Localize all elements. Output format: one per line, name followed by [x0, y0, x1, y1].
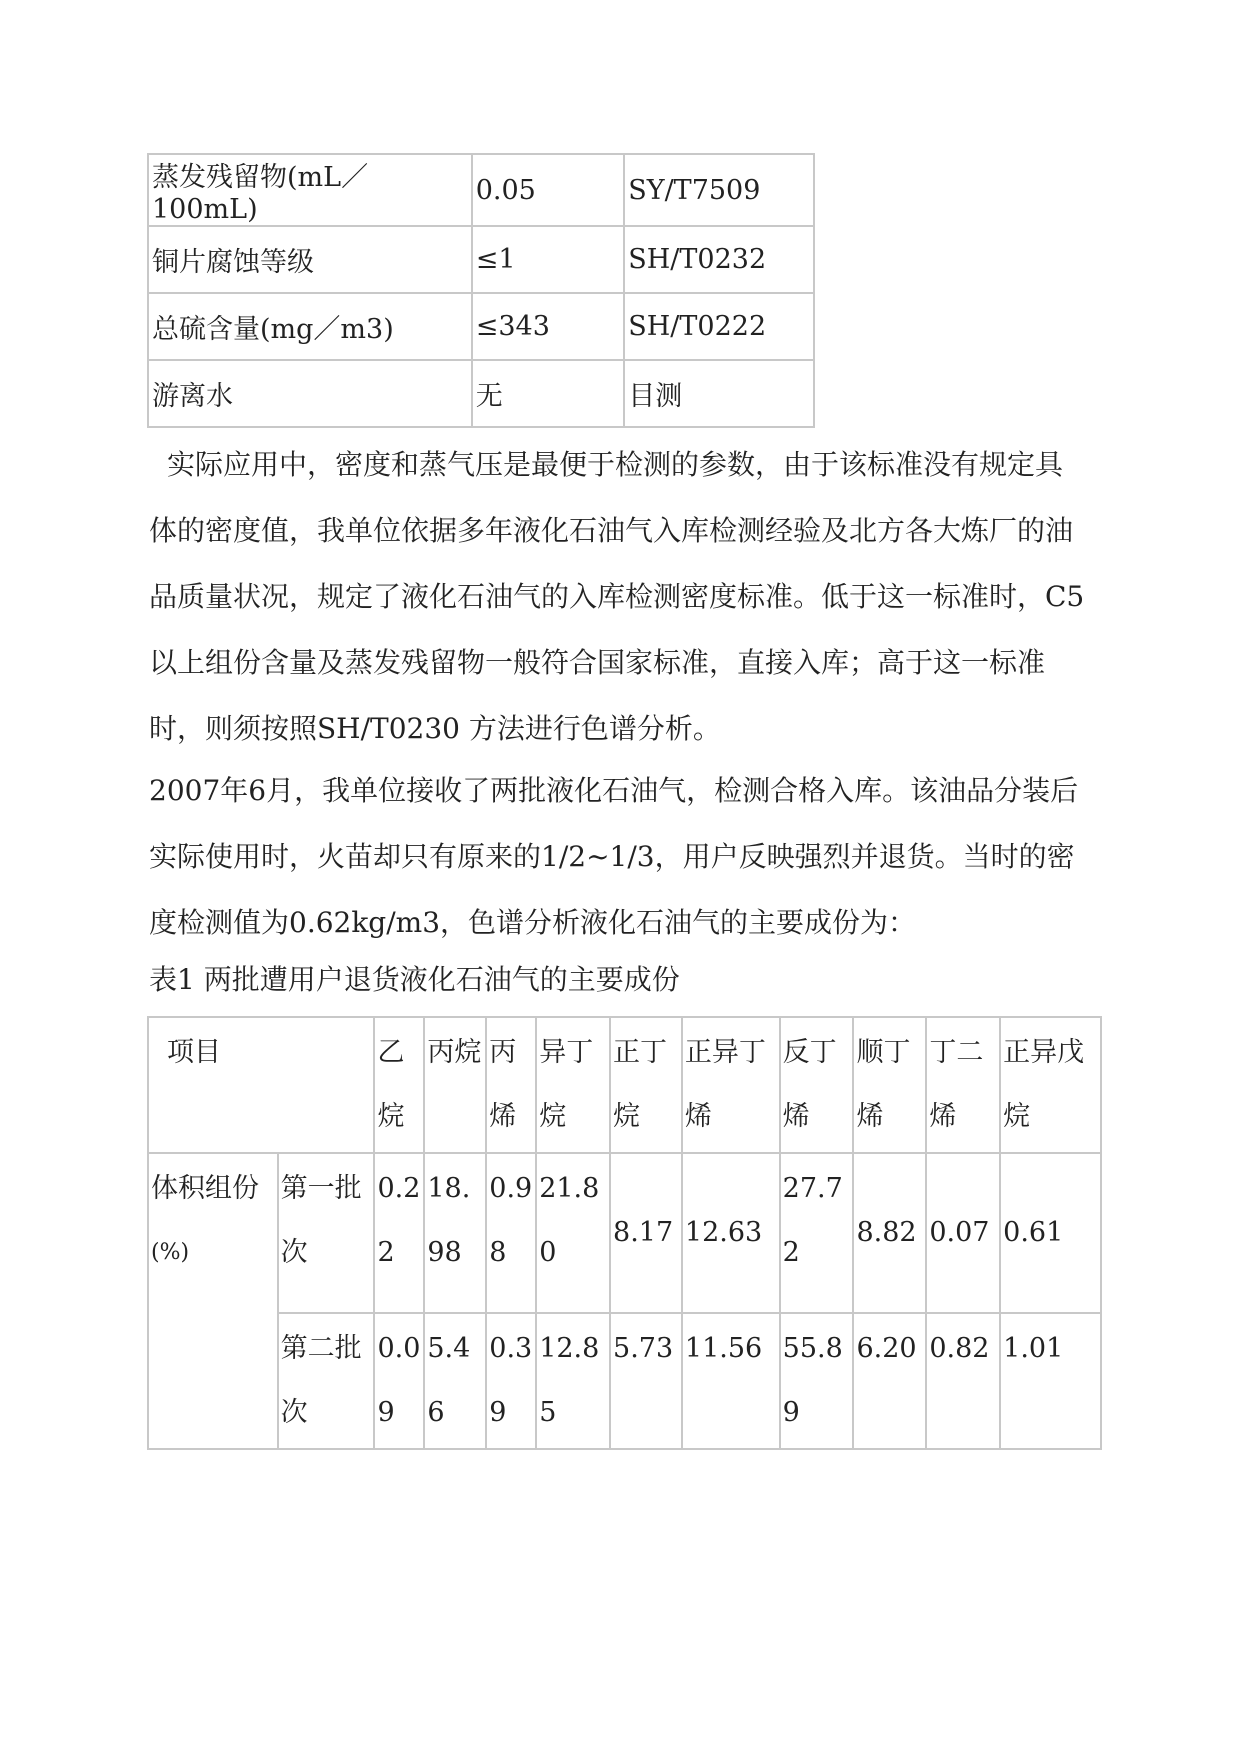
table-cell: 21.80 — [536, 1153, 610, 1313]
column-header: 丁二烯 — [926, 1017, 1000, 1153]
column-header: 正异戊烷 — [1000, 1017, 1101, 1153]
table-cell: 0.98 — [486, 1153, 536, 1313]
table-row — [148, 154, 814, 226]
table-cell: 0.22 — [374, 1153, 424, 1313]
column-header: 异丁烷 — [536, 1017, 610, 1153]
table-row — [148, 1313, 1101, 1449]
table-row — [148, 226, 814, 293]
table-row — [148, 1153, 1101, 1313]
table-cell: SH/T0232 — [624, 226, 814, 293]
table-cell: 0.61 — [1000, 1153, 1101, 1313]
table-cell: 游离水 — [148, 360, 472, 427]
table-row — [148, 293, 814, 360]
table-cell: 0.07 — [926, 1153, 1000, 1313]
table-cell: 0.39 — [486, 1313, 536, 1449]
column-header: 丙烷 — [424, 1017, 486, 1153]
table-cell: 0.09 — [374, 1313, 424, 1449]
item-header: 项目 — [148, 1017, 374, 1153]
table-cell: SY/T7509 — [624, 154, 814, 226]
table-cell: 27.72 — [780, 1153, 854, 1313]
batch-label: 第一批次 — [278, 1153, 375, 1313]
group-unit: (%) — [151, 1240, 190, 1265]
table-cell: SH/T0222 — [624, 293, 814, 360]
table-cell: 12.63 — [682, 1153, 780, 1313]
table-cell: 铜片腐蚀等级 — [148, 226, 472, 293]
column-header: 反丁烯 — [780, 1017, 854, 1153]
paragraph-incident: 2007年6月，我单位接收了两批液化石油气，检测合格入库。该油品分装后实际使用时，火苗却只有原来的1/2~1/3，用户反映强烈并退货。当时的密度检测值为0.62kg/m3，色谱分析液化石油气的主要成份为： — [149, 774, 1079, 939]
column-header: 乙烷 — [374, 1017, 424, 1153]
table-cell: 无 — [472, 360, 625, 427]
table-caption: 表1 两批遭用户退货液化石油气的主要成份 — [149, 963, 680, 996]
table-cell: 8.17 — [610, 1153, 682, 1313]
table-cell: ≤343 — [472, 293, 625, 360]
column-header: 正丁烷 — [610, 1017, 682, 1153]
paragraph-density-standard: 实际应用中，密度和蒸气压是最便于检测的参数，由于该标准没有规定具体的密度值，我单位依据多年液化石油气入库检测经验及北方各大炼厂的油品质量状况，规定了液化石油气的入库检测密度标准。低于这一标准时，C5以上组份含量及蒸发残留物一般符合国家标准，直接入库；高于这一标准时，则须按照SH/T0230 方法进行色谱分析。 — [149, 448, 1085, 745]
table-cell: 总硫含量(mg／m3) — [148, 293, 472, 360]
specification-table — [147, 153, 815, 428]
column-header: 正异丁烯 — [682, 1017, 780, 1153]
composition-table — [147, 1016, 1102, 1450]
table-cell: 18.98 — [424, 1153, 486, 1313]
table-cell: 目测 — [624, 360, 814, 427]
group-label: 体积组份 — [151, 1173, 259, 1204]
table-cell: 蒸发残留物(mL／100mL) — [148, 154, 472, 226]
table-header-row — [148, 1017, 1101, 1153]
table-cell: 11.56 — [682, 1313, 780, 1449]
column-header: 顺丁烯 — [853, 1017, 926, 1153]
table-cell: 5.73 — [610, 1313, 682, 1449]
table-cell: 12.85 — [536, 1313, 610, 1449]
table-row — [148, 360, 814, 427]
table-cell: 6.20 — [853, 1313, 926, 1449]
table-cell: 55.89 — [780, 1313, 854, 1449]
table-cell: 8.82 — [853, 1153, 926, 1313]
group-label-cell — [148, 1153, 278, 1449]
batch-label: 第二批次 — [278, 1313, 375, 1449]
table-cell: 5.46 — [424, 1313, 486, 1449]
table-cell: 1.01 — [1000, 1313, 1101, 1449]
table-cell: 0.82 — [926, 1313, 1000, 1449]
table-cell: 0.05 — [472, 154, 625, 226]
column-header: 丙烯 — [486, 1017, 536, 1153]
table-cell: ≤1 — [472, 226, 625, 293]
